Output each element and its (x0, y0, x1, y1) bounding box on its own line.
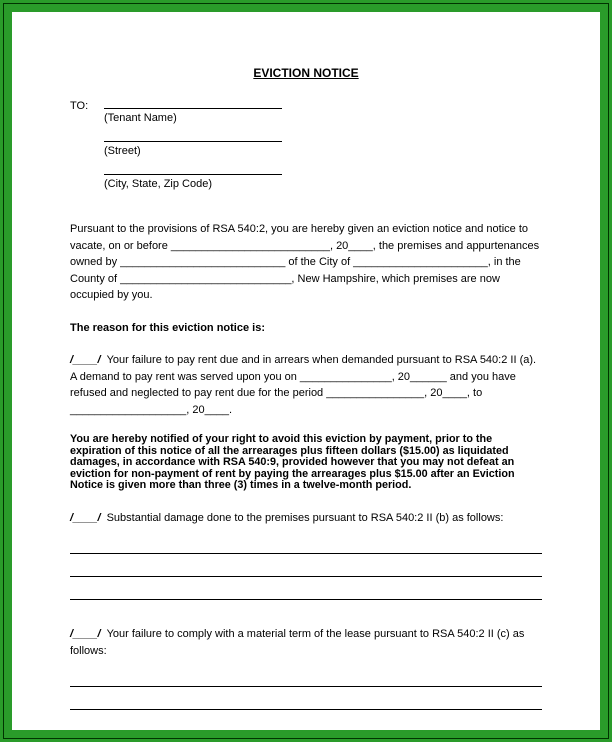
notice-paragraph: You are hereby notified of your right to avoid this eviction by payment, prior to the expiration of this notice of all the arrearages plus fifteen dollars ($15.00) as liquidated damages, in accordance with RSA 540:9, provided however that you may not defeat an eviction for non-payment of rent by paying the arrearages plus $15.00 after an Eviction Notice is given more than three (3) times in a twelve-month period. (70, 433, 515, 492)
fill-line (104, 98, 282, 109)
field-caption: (Tenant Name) (104, 112, 177, 124)
field-caption: (Street) (104, 145, 141, 157)
city-state-zip-field (104, 164, 282, 190)
blank-line (70, 664, 542, 687)
checkbox-marker: /____/ (70, 354, 101, 366)
item-b-row (70, 510, 542, 527)
checkbox-marker: /____/ (70, 511, 101, 524)
item-b-text: Substantial damage done to the premises pursuant to RSA 540:2 II (b) as follows: (106, 511, 504, 524)
blank-line (70, 554, 542, 577)
item-c-text: Your failure to comply with a material term of the lease pursuant to RSA 540:2 II (c) as follows: (70, 628, 525, 657)
fill-line (104, 164, 282, 175)
frame-inner-border (3, 3, 609, 739)
street-field (104, 131, 282, 157)
document-title: EVICTION NOTICE (253, 66, 359, 80)
to-label: TO: (70, 100, 89, 112)
document-page (12, 12, 600, 730)
item-a-row (70, 352, 542, 418)
item-c-row (70, 626, 542, 659)
field-caption: (City, State, Zip Code) (104, 178, 212, 190)
answer-lines-c (70, 664, 542, 730)
to-fields (104, 98, 282, 197)
fill-line (104, 131, 282, 142)
blank-line (70, 531, 542, 554)
blank-line (70, 687, 542, 710)
to-block (70, 98, 542, 197)
checkbox-marker: /____/ (70, 628, 101, 641)
blank-line (70, 710, 542, 730)
answer-lines-b (70, 531, 542, 600)
blank-line (70, 577, 542, 600)
item-a-text: Your failure to pay rent due and in arrears when demanded pursuant to RSA 540:2 II (a). A demand to pay rent was served upon you on _______________, 20______ and you have refused and neglected to pay rent due for the period ________________, 20____, to ___________________, 20____. (70, 354, 537, 416)
intro-paragraph: Pursuant to the provisions of RSA 540:2, you are hereby given an eviction notice and notice to vacate, on or before __________________________, 20____, the premises and appurtenances owned by ___________________________ of the City of ______________________, in the County of ____________________________, New Hampshire, which premises are now occupied by you. (70, 223, 540, 301)
reason-heading: The reason for this eviction notice is: (70, 321, 265, 334)
tenant-name-field (104, 98, 282, 124)
